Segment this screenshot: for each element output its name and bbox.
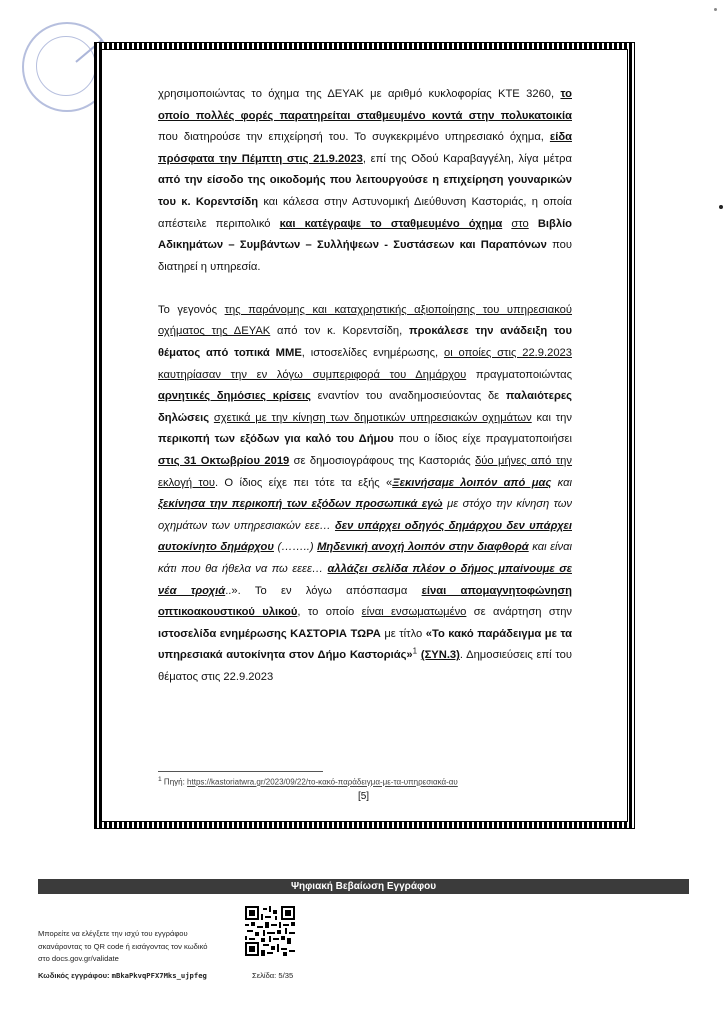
footnote-separator — [158, 771, 323, 772]
footnote — [158, 776, 572, 787]
qr-code-icon[interactable] — [245, 906, 295, 956]
paragraph-2: Το γεγονός της παράνομης και καταχρηστικής αξιοποίησης του υπηρεσιακού οχήματος της ΔΕΥΑΚ από τον κ. Κορεντσίδη, προκάλεσε την ανάδειξη του θέματος από τοπικά ΜΜΕ, ιστοσελίδες ενημέρωσης, οι οποίες στις 22.9.2023 καυτηρίασαν την εν λόγω συμπεριφορά του Δημάρχου πραγματοποιώντας αρνητικές δημόσιες κρίσεις εναντίον του αναδημοσιεύοντας δε παλαιότερες δηλώσεις σχετικά με την κίνηση των δημοτικών υπηρεσιακών οχημάτων και την περικοπή των εξόδων για καλό του Δήμου που ο ίδιος είχε πραγματοποιήσει στις 31 Οκτωβρίου 2019 σε δημοσιογράφους της Καστοριάς δύο μήνες από την εκλογή του. Ο ίδιος είχε πει τότε τα εξής «Ξεκινήσαμε λοιπόν από μας και ξεκίνησα την περικοπή των εξόδων προσωπικά εγώ με στόχο την κίνηση των οχημάτων των υπηρεσιακών εεε… δεν υπάρχει οδηγός δημάρχου δεν υπάρχει αυτοκίνητο δημάρχου (……..) Μηδενική ανοχή λοιπόν στην διαφθορά και είναι κάτι που θα ήθελα να πω εεεε… αλλάζει σελίδα πλέον ο δήμος μπαίνουμε σε νέα τροχιά..». Το εν λόγω απόσπασμα είναι απομαγνητοφώνηση οπτικοακουστικού υλικού, το οποίο είναι ενσωματωμένο σε ανάρτηση στην ιστοσελίδα ενημέρωσης ΚΑΣΤΟΡΙΑ ΤΩΡΑ με τίτλο «Το κακό παράδειγμα με τα υπηρεσιακά αυτοκίνητα στον Δήμο Καστοριάς»$^1$ (ΣΥΝ.3). Δημοσιεύσεις επί του θέματος στις 22.9.2023 — [158, 303, 573, 683]
document-body — [158, 84, 572, 710]
footnote-number: 1 — [158, 776, 162, 783]
footnote-label: Πηγή: — [161, 777, 188, 787]
scan-speck — [719, 205, 723, 209]
validation-instructions: Μπορείτε να ελέγξετε την ισχύ του εγγράφου σκανάροντας το QR code ή εισάγοντας τον κωδικό στο docs.gov.gr/validate — [38, 929, 208, 963]
digital-certification-bar: Ψηφιακή Βεβαίωση Εγγράφου — [38, 879, 689, 894]
annex-reference: (ΣΥΝ.3) — [420, 649, 460, 662]
document-code — [38, 971, 207, 980]
page-count: Σελίδα: 5/35 — [252, 971, 294, 980]
footnote-reference[interactable]: 1 — [412, 646, 418, 656]
footnote-source-link[interactable]: https://kastoriatwra.gr/2023/09/22/το-κακό-παράδειγμα-με-τα-υπηρεσιακά-αυ — [187, 777, 458, 787]
paragraph-1: χρησιμοποιώντας το όχημα της ΔΕΥΑΚ με αριθμό κυκλοφορίας ΚΤΕ 3260, το οποίο πολλές φορές παρατηρείται σταθμευμένο κοντά στην πολυκατοικία που διατηρούσε την επιχείρησή του. Το συγκεκριμένο υπηρεσιακό όχημα, είδα πρόσφατα την Πέμπτη στις 21.9.2023, επί της Οδού Καραβαγγέλη, λίγα μέτρα από την είσοδο της οικοδομής που λειτουργούσε η επιχείρηση γουναρικών του κ. Κορεντσίδη και κάλεσα στην Αστυνομική Διεύθυνση Καστοριάς, η οποία απέστειλε περιπολικό και κατέγραψε το σταθμευμένο όχημα στο Βιβλίο Αδικημάτων – Συμβάντων – Συλλήψεων - Συστάσεων και Παραπόνων που διατηρεί η υπηρεσία. — [158, 88, 573, 273]
seal-inner-ring — [36, 36, 96, 96]
page-number: [5] — [357, 791, 370, 802]
document-code-label: Κωδικός εγγράφου: — [38, 971, 112, 980]
scan-speck — [714, 8, 717, 11]
document-code-value: mBkaPkvqPFX7Mks_ujpfeg — [111, 971, 207, 980]
